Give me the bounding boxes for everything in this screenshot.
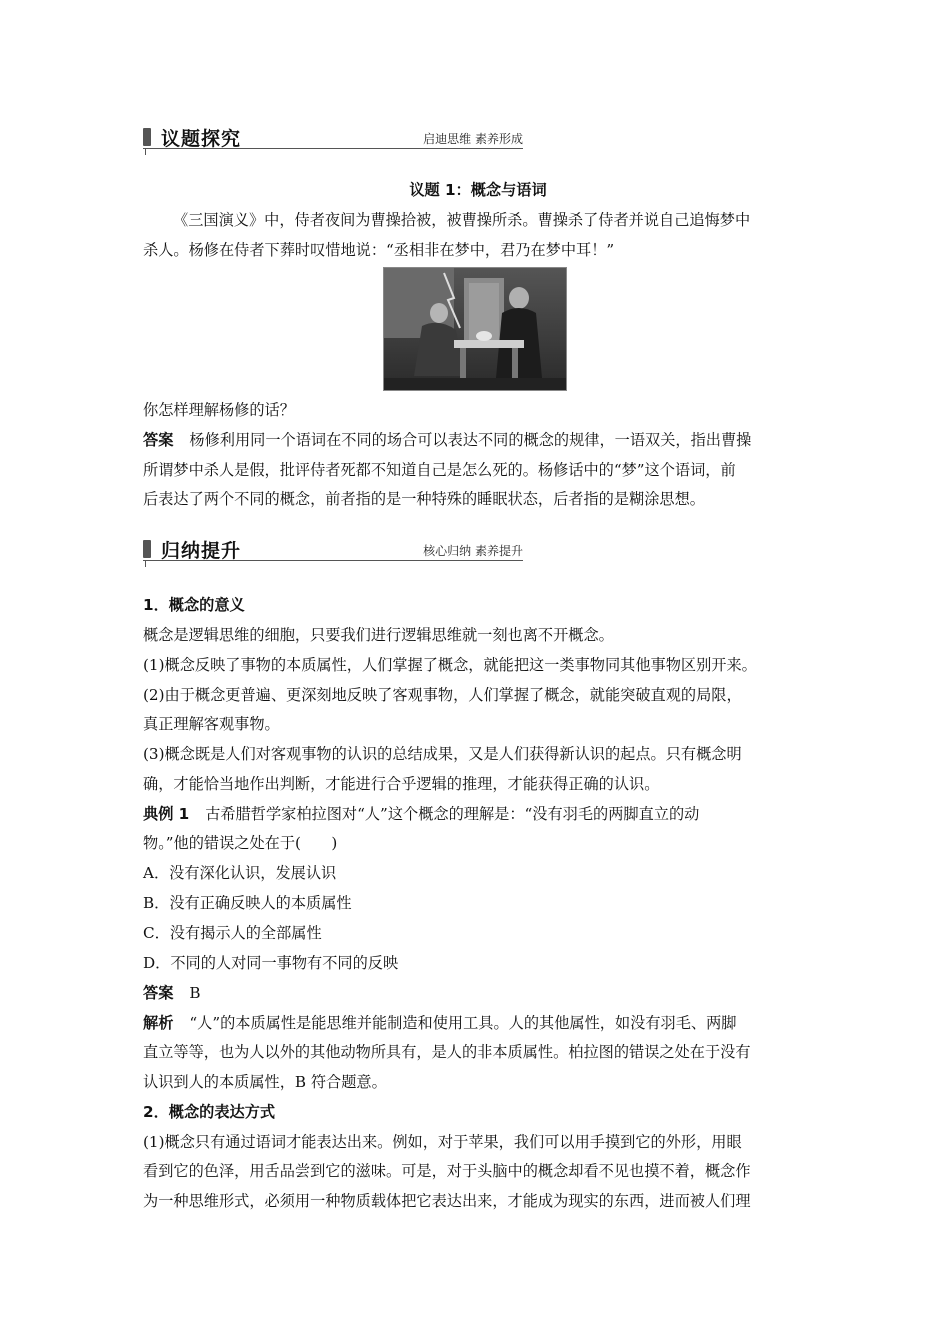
point-2-heading: 2．概念的表达方式 [143,1103,276,1121]
illustration-drawing [384,268,566,390]
analysis-line-2: 直立等等，也为人以外的其他动物所具有，是人的非本质属性。柏拉图的错误之处在于没有 [143,1043,751,1061]
section-header-explore [143,126,523,149]
example-line-2: 物。”他的错误之处在于( ) [143,834,338,852]
point-1-line-6: 确，才能恰当地作出判断，才能进行合乎逻辑的推理，才能获得正确的认识。 [143,775,660,793]
section-subtitle: 启迪思维 素养形成 [423,132,523,146]
answer-1-line-2: 所谓梦中杀人是假，批评侍者死都不知道自己是怎么死的。杨修话中的“梦”这个语词，前 [143,461,736,479]
section-header-summary [143,538,523,561]
point-1-line-2: (1)概念反映了事物的本质属性，人们掌握了概念，就能把这一类事物同其他事物区别开来。 [143,656,757,674]
answer-1-text: 杨修利用同一个语词在不同的场合可以表达不同的概念的规律，一语双关，指出曹操 [189,431,752,449]
point-1-line-4: 真正理解客观事物。 [143,715,280,733]
section-marker-tick [145,560,146,567]
example-label: 典例 1 [143,805,190,823]
answer-1-line-3: 后表达了两个不同的概念，前者指的是一种特殊的睡眠状态，后者指的是糊涂思想。 [143,490,705,508]
section-marker-icon [143,540,151,558]
section-marker-icon [143,128,151,146]
answer-value: B [189,984,201,1002]
point-2-line-3: 为一种思维形式，必须用一种物质载体把它表达出来，才能成为现实的东西，进而被人们理 [143,1192,751,1210]
point-2-line-1: (1)概念只有通过语词才能表达出来。例如，对于苹果，我们可以用手摸到它的外形，用眼 [143,1133,742,1151]
section-title: 议题探究 [161,128,242,150]
illustration-yang-xiu [383,267,567,391]
section-title: 归纳提升 [161,540,242,562]
analysis-line-1 [143,1013,813,1033]
option-d: D．不同的人对同一事物有不同的反映 [143,954,399,972]
example-answer [143,983,813,1003]
story-line-2: 杀人。杨修在侍者下葬时叹惜地说：“丞相非在梦中，君乃在梦中耳！” [143,241,615,259]
point-1-heading: 1．概念的意义 [143,596,245,614]
point-1-line-3: (2)由于概念更普遍、更深刻地反映了客观事物，人们掌握了概念，就能突破直观的局限， [143,686,742,704]
section-subtitle: 核心归纳 素养提升 [423,544,523,558]
analysis-line-3: 认识到人的本质属性，B 符合题意。 [143,1073,387,1091]
example-text: 古希腊哲学家柏拉图对“人”这个概念的理解是：“没有羽毛的两脚直立的动 [205,805,700,823]
topic-heading: 议题 1：概念与语词 [409,181,547,199]
point-1-line-1: 概念是逻辑思维的细胞，只要我们进行逻辑思维就一刻也离不开概念。 [143,626,614,644]
answer-label: 答案 [143,431,174,449]
question-text: 你怎样理解杨修的话？ [143,401,295,419]
answer-label: 答案 [143,984,174,1002]
option-a: A．没有深化认识，发展认识 [143,864,337,882]
example-line-1 [143,804,813,824]
option-b: B．没有正确反映人的本质属性 [143,894,352,912]
analysis-label: 解析 [143,1014,174,1032]
option-c: C．没有揭示人的全部属性 [143,924,322,942]
answer-1-line-1 [143,430,813,450]
point-2-line-2: 看到它的色泽，用舌品尝到它的滋味。可是，对于头脑中的概念却看不见也摸不着，概念作 [143,1162,751,1180]
point-1-line-5: (3)概念既是人们对客观事物的认识的总结成果，又是人们获得新认识的起点。只有概念明 [143,745,742,763]
section-marker-tick [145,148,146,155]
story-line-1: 《三国演义》中，侍者夜间为曹操拾被，被曹操所杀。曹操杀了侍者并说自己追悔梦中 [173,211,751,229]
analysis-text: “人”的本质属性是能思维并能制造和使用工具。人的其他属性，如没有羽毛、两脚 [189,1014,737,1032]
